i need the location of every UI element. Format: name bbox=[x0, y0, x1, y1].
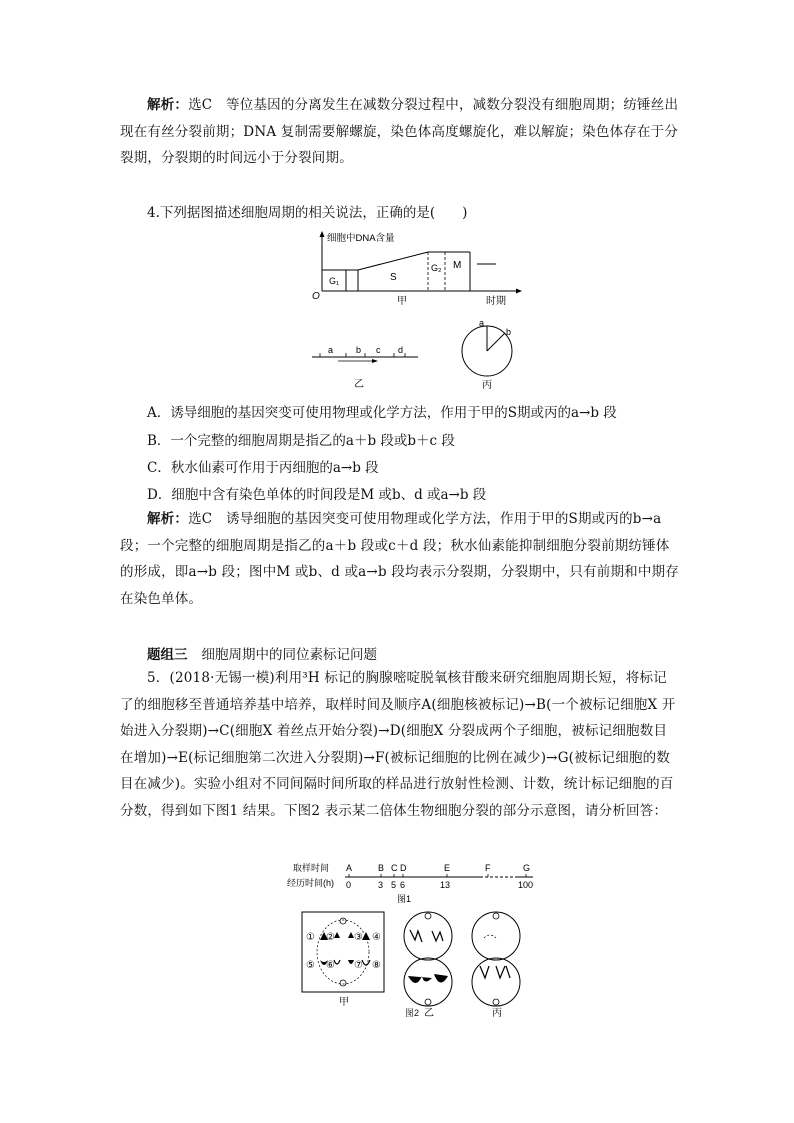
timeline-point-b: B bbox=[378, 863, 385, 873]
segment-label-c: c bbox=[376, 345, 381, 355]
chromosome-number-3: ③ bbox=[354, 932, 363, 943]
option-b: B．一个完整的细胞周期是指乙的a＋b 段或b＋c 段 bbox=[147, 433, 455, 449]
timeline-time-5: 5 bbox=[391, 880, 397, 890]
question-5-body: 5．(2018·无锡一模)利用³H 标记的胸腺嘧啶脱氧核苷酸来研究细胞周期长短，将标记了的细胞移至普通培养基中培养，取样时间及顺序A(细胞核被标记)→B(一个被标记细胞X 开始进入分裂期)→C(细胞X 着丝点开始分裂)→D(细胞X 分裂成两个子细胞，被标记细胞数目在增加)→E(标记细胞第二次进入分裂期)→F(被标记细胞的比例在减少)→G(被标记细胞的数目在减少)。实验小组对不同间隔时间所取的样品进行放射性检测、计数，统计标记细胞的百分数，得到如下图1 结果。下图2 表示某二倍体生物细胞分裂的部分示意图，请分析回答： bbox=[120, 670, 676, 819]
chromosome-number-1: ① bbox=[306, 932, 315, 943]
origin-label: O bbox=[312, 291, 320, 302]
timeline-point-g: G bbox=[523, 863, 531, 873]
figure-1-caption: 图1 bbox=[397, 894, 412, 904]
question-4-stem: 4.下列据图描述细胞周期的相关说法，正确的是( ) bbox=[147, 205, 468, 221]
chromosome-number-6: ⑥ bbox=[326, 960, 335, 971]
group-title: 细胞周期中的同位素标记问题 bbox=[201, 647, 377, 663]
timeline-point-e: E bbox=[444, 863, 451, 873]
analysis-label: 解析： bbox=[147, 97, 189, 113]
circle-label-a: a bbox=[479, 318, 485, 328]
circle-label-b: b bbox=[506, 327, 512, 337]
option-c: C．秋水仙素可作用于丙细胞的a→b 段 bbox=[147, 460, 379, 476]
cell-bing bbox=[472, 912, 520, 1006]
chromosome-number-5: ⑤ bbox=[306, 960, 315, 971]
chromosome-number-7: ⑦ bbox=[354, 960, 363, 971]
segment-label-b: b bbox=[356, 345, 362, 355]
phase-m-label: M bbox=[453, 260, 462, 271]
cell-label-yi: 乙 bbox=[424, 1008, 434, 1019]
timeline-point-a: A bbox=[346, 863, 353, 873]
timeline-time-3: 3 bbox=[378, 880, 384, 890]
figure-bing-caption: 丙 bbox=[482, 380, 492, 391]
figure-2-caption: 图2 bbox=[405, 1008, 420, 1018]
analysis-label: 解析： bbox=[147, 511, 189, 527]
cell-jia bbox=[302, 912, 384, 992]
phase-g2-label: G₂ bbox=[431, 263, 442, 273]
figure-jia-caption: 甲 bbox=[397, 296, 407, 307]
group-3-heading bbox=[147, 643, 377, 663]
analysis-paragraph-1 bbox=[120, 92, 680, 172]
figure-yi-cycle-segments bbox=[310, 342, 430, 390]
segment-label-d: d bbox=[398, 345, 404, 355]
analysis-paragraph-2 bbox=[120, 506, 680, 612]
question-5-text bbox=[120, 665, 680, 824]
option-d: D．细胞中含有染色单体的时间段是M 或b、d 或a→b 段 bbox=[147, 487, 487, 503]
x-axis-label: 时期 bbox=[486, 296, 506, 307]
timeline-point-d: D bbox=[400, 863, 407, 873]
timeline-row-2-label: 经历时间(h) bbox=[287, 878, 334, 888]
chromosome-number-2: ② bbox=[326, 932, 335, 943]
phase-s-label: S bbox=[390, 272, 397, 283]
y-axis-label: 细胞中DNA含量 bbox=[327, 233, 395, 244]
timeline-time-0: 0 bbox=[346, 880, 352, 890]
chromosome-number-8: ⑧ bbox=[372, 960, 381, 971]
figure-jia-dna-content-graph bbox=[300, 228, 530, 308]
timeline-time-13: 13 bbox=[440, 880, 451, 890]
timeline-row-1-label: 取样时间 bbox=[293, 863, 330, 873]
figure-2-cell-division bbox=[300, 908, 540, 1020]
timeline-point-c: C bbox=[391, 863, 398, 873]
phase-g1-label: G₁ bbox=[329, 276, 340, 286]
chromosome-number-4: ④ bbox=[372, 932, 381, 943]
figure-1-timeline bbox=[285, 860, 545, 908]
figure-bing-cycle-circle bbox=[455, 315, 525, 393]
option-a: A．诱导细胞的基因突变可使用物理或化学方法，作用于甲的S期或丙的a→b 段 bbox=[147, 405, 617, 421]
timeline-time-100: 100 bbox=[518, 880, 534, 890]
cell-yi bbox=[404, 912, 452, 1006]
analysis-text: 选C 诱导细胞的基因突变可使用物理或化学方法，作用于甲的S期或丙的b→a 段；一个完整的细胞周期是指乙的a＋b 段或c＋d 段；秋水仙素能抑制细胞分裂前期纺锤体的形成，即a→b 段；图中M 或b、d 或a→b 段均表示分裂期，分裂期中，只有前期和中期存在染色单体。 bbox=[120, 511, 679, 607]
analysis-text: 选C 等位基因的分离发生在减数分裂过程中，减数分裂没有细胞周期；纺锤丝出现在有丝分裂前期；DNA 复制需要解螺旋，染色体高度螺旋化，难以解旋；染色体存在于分裂期，分裂期的时间远小于分裂间期。 bbox=[120, 97, 679, 166]
timeline-point-f: F bbox=[485, 863, 491, 873]
group-number: 题组三 bbox=[147, 647, 188, 663]
cell-label-jia: 甲 bbox=[339, 997, 349, 1008]
cell-label-bing: 丙 bbox=[492, 1008, 502, 1019]
figure-yi-caption: 乙 bbox=[354, 379, 364, 390]
timeline-time-6: 6 bbox=[400, 880, 406, 890]
segment-label-a: a bbox=[328, 345, 334, 355]
